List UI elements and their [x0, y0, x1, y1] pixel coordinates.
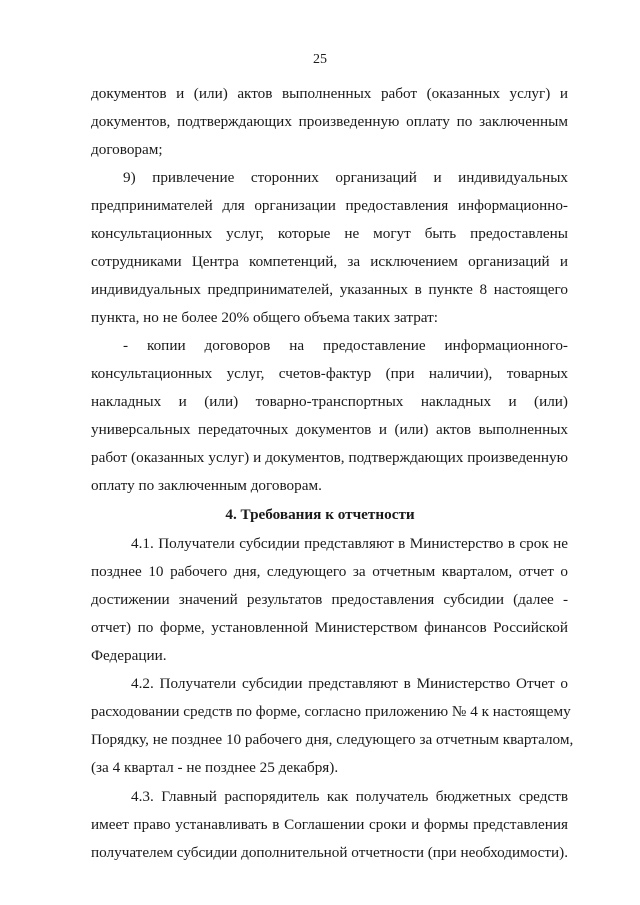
- text-line: работ (оказанных услуг) и документов, подтверждающих произведенную: [91, 449, 568, 466]
- text-line: расходовании средств по форме, согласно приложению № 4 к настоящему: [91, 703, 571, 720]
- text-line: накладных и (или) товарно-транспортных накладных и (или): [91, 393, 568, 410]
- text-line: 4.1. Получатели субсидии представляют в Министерство в срок не: [131, 535, 568, 552]
- text-line: Федерации.: [91, 647, 167, 664]
- text-line: 9) привлечение сторонних организаций и индивидуальных: [123, 169, 568, 186]
- text-line: договорам;: [91, 141, 163, 158]
- text-line: достижении значений результатов предоставления субсидии (далее -: [91, 591, 568, 608]
- text-line: - копии договоров на предоставление информационного-: [123, 337, 568, 354]
- text-line: пункта, но не более 20% общего объема таких затрат:: [91, 309, 438, 326]
- text-line: консультационных услуг, которые не могут быть предоставлены: [91, 225, 568, 242]
- page-number: 25: [313, 52, 327, 67]
- text-line: оплату по заключенным договорам.: [91, 477, 322, 494]
- text-line: 4.3. Главный распорядитель как получатель бюджетных средств: [131, 788, 568, 805]
- text-line: имеет право устанавливать в Соглашении сроки и формы представления: [91, 816, 568, 833]
- text-line: консультационных услуг, счетов-фактур (при наличии), товарных: [91, 365, 568, 382]
- text-line: документов, подтверждающих произведенную оплату по заключенным: [91, 113, 568, 130]
- text-line: сотрудниками Центра компетенций, за исключением организаций и: [91, 253, 568, 270]
- section-heading: 4. Требования к отчетности: [225, 506, 415, 523]
- text-line: индивидуальных предпринимателей, указанных в пункте 8 настоящего: [91, 281, 568, 298]
- text-line: 4.2. Получатели субсидии представляют в Министерство Отчет о: [131, 675, 568, 692]
- text-line: (за 4 квартал - не позднее 25 декабря).: [91, 759, 339, 776]
- text-line: документов и (или) актов выполненных работ (оказанных услуг) и: [91, 85, 568, 102]
- text-line: универсальных передаточных документов и (или) актов выполненных: [91, 421, 568, 438]
- text-line: позднее 10 рабочего дня, следующего за отчетным кварталом, отчет о: [91, 563, 568, 580]
- text-line: предпринимателей для организации предоставления информационно-: [91, 197, 568, 214]
- text-line: Порядку, не позднее 10 рабочего дня, следующего за отчетным кварталом,: [91, 731, 574, 748]
- text-line: отчет) по форме, установленной Министерством финансов Российской: [91, 619, 568, 636]
- text-line: получателем субсидии дополнительной отчетности (при необходимости).: [91, 844, 569, 861]
